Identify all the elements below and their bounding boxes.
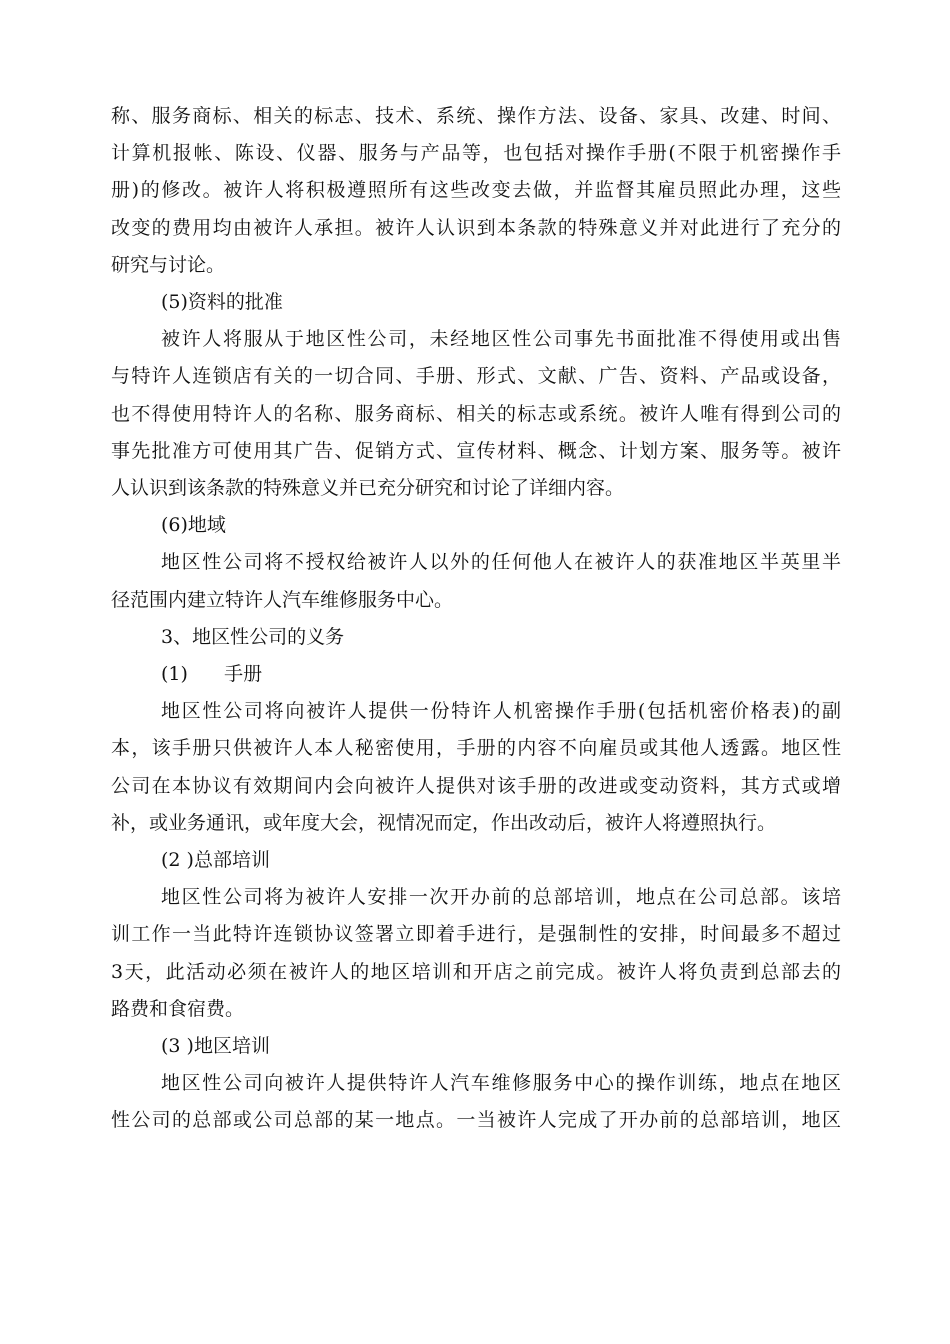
section-heading: (6)地域 (161, 514, 226, 537)
paragraph-line: 训工作一当此特许连锁协议签署立即着手进行，是强制性的安排，时间最多不超过 (111, 923, 841, 946)
paragraph-line: 地区性公司向被许人提供特许人汽车维修服务中心的操作训练，地点在地区 (161, 1072, 841, 1095)
section-heading: (3 )地区培训 (161, 1035, 270, 1058)
paragraph-line: 册)的修改。被许人将积极遵照所有这些改变去做，并监督其雇员照此办理，这些 (111, 179, 841, 202)
paragraph-line: 公司在本协议有效期间内会向被许人提供对该手册的改进或变动资料，其方式或增 (111, 774, 841, 797)
section-heading: (1) 手册 (161, 663, 263, 686)
paragraph-line: 性公司的总部或公司总部的某一地点。一当被许人完成了开办前的总部培训，地区 (111, 1109, 841, 1132)
paragraph-line: 地区性公司将为被许人安排一次开办前的总部培训，地点在公司总部。该培 (161, 886, 841, 909)
section-heading: (2 )总部培训 (161, 849, 270, 872)
paragraph-line: 人认识到该条款的特殊意义并已充分研究和讨论了详细内容。 (111, 477, 625, 500)
paragraph-line: 称、服务商标、相关的标志、技术、系统、操作方法、设备、家具、改建、时间、 (111, 105, 841, 127)
paragraph (111, 1065, 841, 1139)
paragraph (111, 879, 841, 1028)
paragraph (111, 98, 841, 284)
paragraph-line: 研究与讨论。 (111, 253, 226, 276)
section-heading: 3、地区性公司的义务 (161, 625, 345, 648)
paragraph-line: 路费和食宿费。 (111, 997, 245, 1020)
paragraph-line: 径范围内建立特许人汽车维修服务中心。 (111, 588, 454, 611)
paragraph (111, 321, 841, 507)
document-body (111, 98, 841, 1140)
paragraph (111, 544, 841, 618)
paragraph-line: 3天，此活动必须在被许人的地区培训和开店之前完成。被许人将负责到总部去的 (111, 960, 841, 983)
paragraph-line: 补，或业务通讯，或年度大会，视情况而定，作出改动后，被许人将遵照执行。 (111, 811, 777, 834)
paragraph-line: 也不得使用特许人的名称、服务商标、相关的标志或系统。被许人唯有得到公司的 (111, 402, 841, 425)
paragraph-line: 与特许人连锁店有关的一切合同、手册、形式、文献、广告、资料、产品或设备， (111, 365, 841, 388)
paragraph-line: 计算机报帐、陈设、仪器、服务与产品等，也包括对操作手册(不限于机密操作手 (111, 142, 841, 165)
section-heading: (5)资料的批准 (161, 291, 283, 314)
paragraph-line: 被许人将服从于地区性公司，未经地区性公司事先书面批准不得使用或出售 (161, 328, 841, 351)
paragraph-line: 事先批准方可使用其广告、促销方式、宣传材料、概念、计划方案、服务等。被许 (111, 439, 841, 462)
paragraph-line: 地区性公司将不授权给被许人以外的任何他人在被许人的获准地区半英里半 (161, 551, 841, 574)
paragraph-line: 地区性公司将向被许人提供一份特许人机密操作手册(包括机密价格表)的副 (161, 700, 841, 723)
paragraph (111, 693, 841, 842)
paragraph-line: 本，该手册只供被许人本人秘密使用，手册的内容不向雇员或其他人透露。地区性 (111, 737, 841, 760)
paragraph-line: 改变的费用均由被许人承担。被许人认识到本条款的特殊意义并对此进行了充分的 (111, 216, 841, 239)
